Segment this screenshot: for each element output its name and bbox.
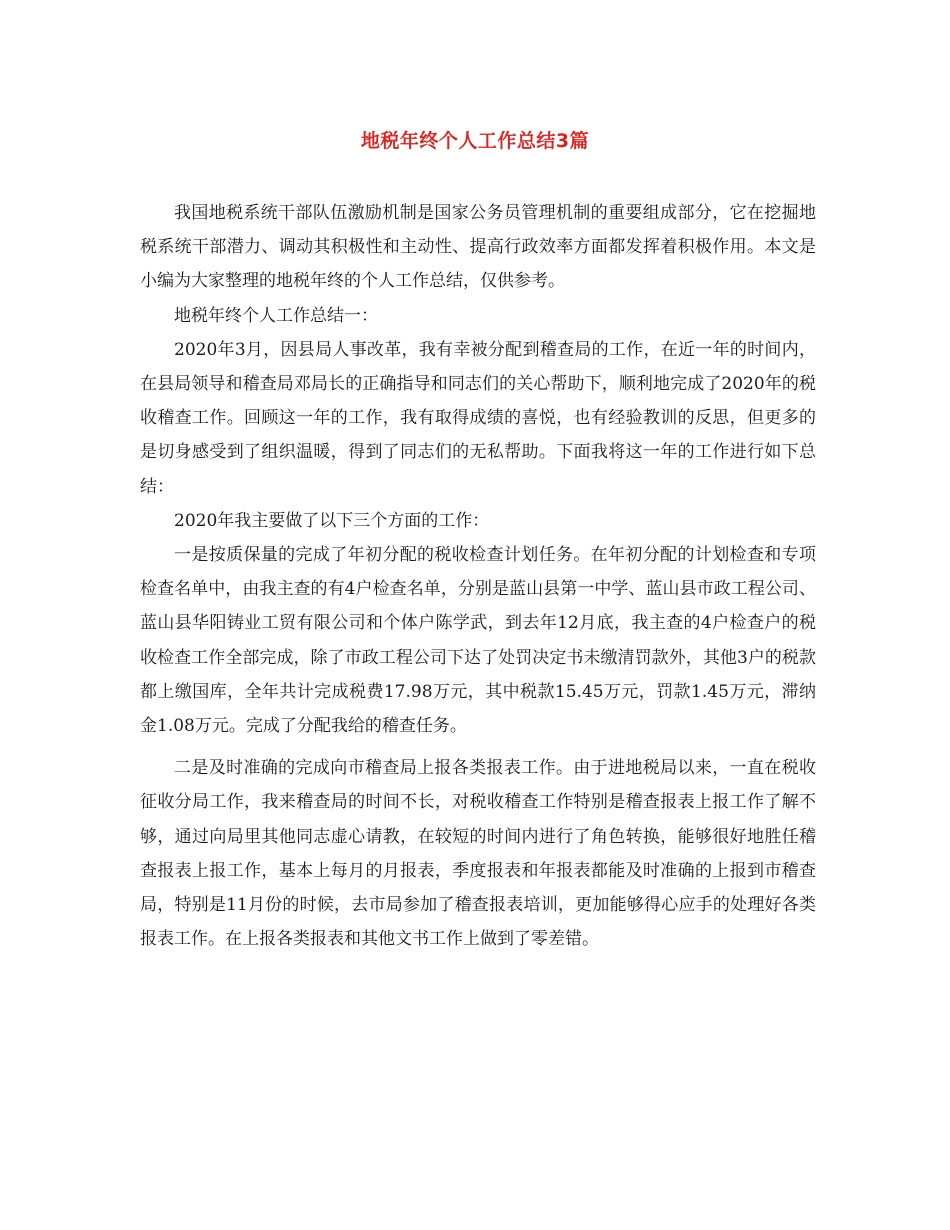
document-body (140, 196, 816, 956)
paragraph-overview: 2020年3月，因县局人事改革，我有幸被分配到稽查局的工作，在近一年的时间内，在县局领导和稽查局邓局长的正确指导和同志们的关心帮助下，顺利地完成了2020年的税收稽查工作。回顾这一年的工作，我有取得成绩的喜悦，也有经验教训的反思，但更多的是切身感受到了组织温暖，得到了同志们的无私帮助。下面我将这一年的工作进行如下总结： (140, 339, 816, 497)
paragraph-work-summary: 2020年我主要做了以下三个方面的工作： (174, 510, 490, 531)
paragraph-section-heading: 地税年终个人工作总结一： (174, 305, 378, 326)
paragraph-point-one: 一是按质保量的完成了年初分配的税收检查计划任务。在年初分配的计划检查和专项检查名单中，由我主查的有4户检查名单，分别是蓝山县第一中学、蓝山县市政工程公司、蓝山县华阳铸业工贸有限公司和个体户陈学武，到去年12月底，我主查的4户检查户的税收检查工作全部完成，除了市政工程公司下达了处罚决定书未缴清罚款外，其他3户的税款都上缴国库，全年共计完成税费17.98万元，其中税款15.45万元，罚款1.45万元，滞纳金1.08万元。完成了分配我给的稽查任务。 (140, 545, 816, 737)
document-title: 地税年终个人工作总结3篇 (360, 130, 590, 152)
paragraph-point-two: 二是及时准确的完成向市稽查局上报各类报表工作。由于进地税局以来，一直在税收征收分局工作，我来稽查局的时间不长，对税收稽查工作特别是稽查报表上报工作了解不够，通过向局里其他同志虚心请教，在较短的时间内进行了角色转换，能够很好地胜任稽查报表上报工作，基本上每月的月报表，季度报表和年报表都能及时准确的上报到市稽查局，特别是11月份的时候，去市局参加了稽查报表培训，更加能够得心应手的处理好各类报表工作。在上报各类报表和其他文书工作上做到了零差错。 (140, 758, 816, 950)
paragraph-intro: 我国地税系统干部队伍激励机制是国家公务员管理机制的重要组成部分，它在挖掘地税系统干部潜力、调动其积极性和主动性、提高行政效率方面都发挥着积极作用。本文是小编为大家整理的地税年终的个人工作总结，仅供参考。 (140, 203, 816, 292)
